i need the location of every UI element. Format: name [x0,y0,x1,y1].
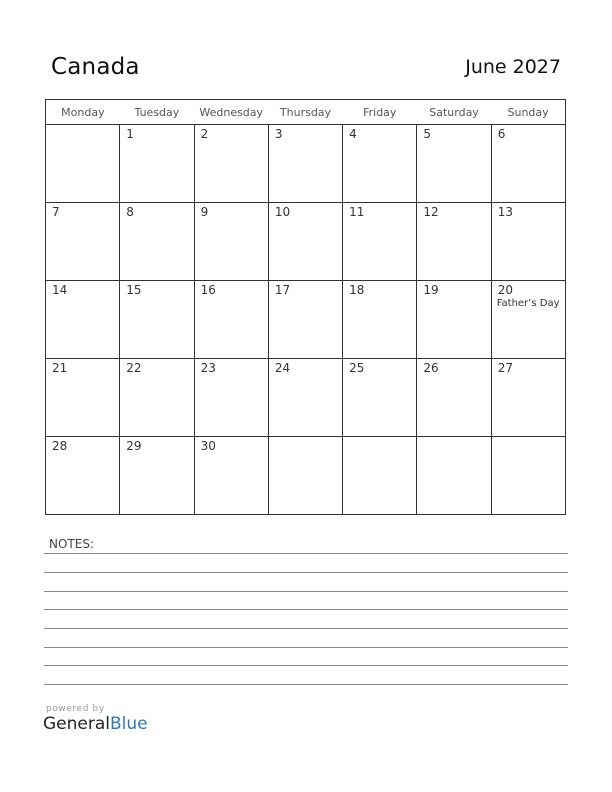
day-cell [268,203,342,281]
day-number: 23 [200,361,216,375]
day-number: 10 [274,205,291,219]
day-number [46,125,119,127]
day-cell [194,437,268,515]
day-cell [491,281,565,359]
day-number: 15 [126,283,142,297]
day-number [343,437,416,439]
brand-general-text: General [43,714,110,734]
day-number: 12 [423,205,439,219]
day-cell [491,437,565,515]
note-line [44,553,568,554]
day-cell [194,203,268,281]
day-cell [268,125,342,203]
week-row [46,125,566,203]
day-number: 24 [274,361,291,375]
week-row [46,203,566,281]
day-number: 5 [423,127,432,141]
day-number: 2 [200,127,209,141]
day-cell [491,125,565,203]
day-cell [491,359,565,437]
day-cell [194,125,268,203]
day-number: 19 [423,283,439,297]
weekday-header: Thursday [268,100,342,125]
day-cell [343,125,417,203]
weekday-header: Tuesday [120,100,194,125]
day-number: 21 [52,361,68,375]
day-cell [120,281,194,359]
day-number: 26 [423,361,439,375]
day-cell [268,437,342,515]
day-cell [268,281,342,359]
day-cell [46,359,120,437]
day-cell [417,125,491,203]
day-number: 27 [497,361,513,375]
day-number: 1 [126,127,134,141]
note-line [44,572,568,573]
weekday-header: Monday [46,100,120,125]
day-number [492,437,565,439]
note-line [44,609,568,610]
day-cell [46,125,120,203]
day-cell [120,437,194,515]
day-number: 22 [126,361,142,375]
note-line [44,591,568,592]
note-line [44,665,568,666]
day-number [269,437,342,439]
day-cell [343,359,417,437]
day-cell [417,281,491,359]
day-number: 8 [126,205,134,219]
day-number: 30 [200,439,216,453]
powered-by-text: powered by [46,704,105,714]
day-number: 11 [349,205,365,219]
week-row [46,281,566,359]
week-row [46,359,566,437]
day-number: 28 [52,439,68,453]
day-cell [417,359,491,437]
day-number: 29 [126,439,142,453]
weekday-header: Saturday [417,100,491,125]
day-cell [343,281,417,359]
day-number: 25 [349,361,365,375]
day-cell [46,437,120,515]
day-number: 14 [52,283,68,297]
holiday-label: Father’s Day [496,298,560,309]
note-line [44,628,568,629]
day-cell [343,203,417,281]
day-cell [120,203,194,281]
calendar-month-year: June 2027 [465,56,561,78]
generalblue-logo [43,704,148,734]
weekday-header: Friday [343,100,417,125]
weekday-header: Wednesday [194,100,268,125]
day-cell [268,359,342,437]
weekday-header: Sunday [491,100,565,125]
day-number [417,437,490,439]
brand-name [43,714,148,734]
brand-blue-text: Blue [110,714,148,734]
calendar-grid [45,99,566,515]
day-number: 9 [200,205,209,219]
day-number: 16 [200,283,216,297]
day-number: 3 [274,127,283,141]
notes-label: NOTES: [49,537,94,551]
day-number: 20 [497,283,513,297]
day-cell [417,203,491,281]
day-number: 4 [349,127,357,141]
day-cell [120,359,194,437]
weekday-header-row [46,100,566,125]
day-cell [46,281,120,359]
calendar-country-title: Canada [51,54,140,80]
day-number: 13 [497,205,513,219]
day-number: 17 [274,283,291,297]
day-cell [491,203,565,281]
day-number: 6 [497,127,506,141]
day-cell [417,437,491,515]
day-cell [46,203,120,281]
day-cell [343,437,417,515]
day-cell [120,125,194,203]
note-line [44,647,568,648]
day-number: 18 [349,283,365,297]
day-cell [194,281,268,359]
note-line [44,684,568,685]
day-number: 7 [52,205,60,219]
week-row [46,437,566,515]
day-cell [194,359,268,437]
